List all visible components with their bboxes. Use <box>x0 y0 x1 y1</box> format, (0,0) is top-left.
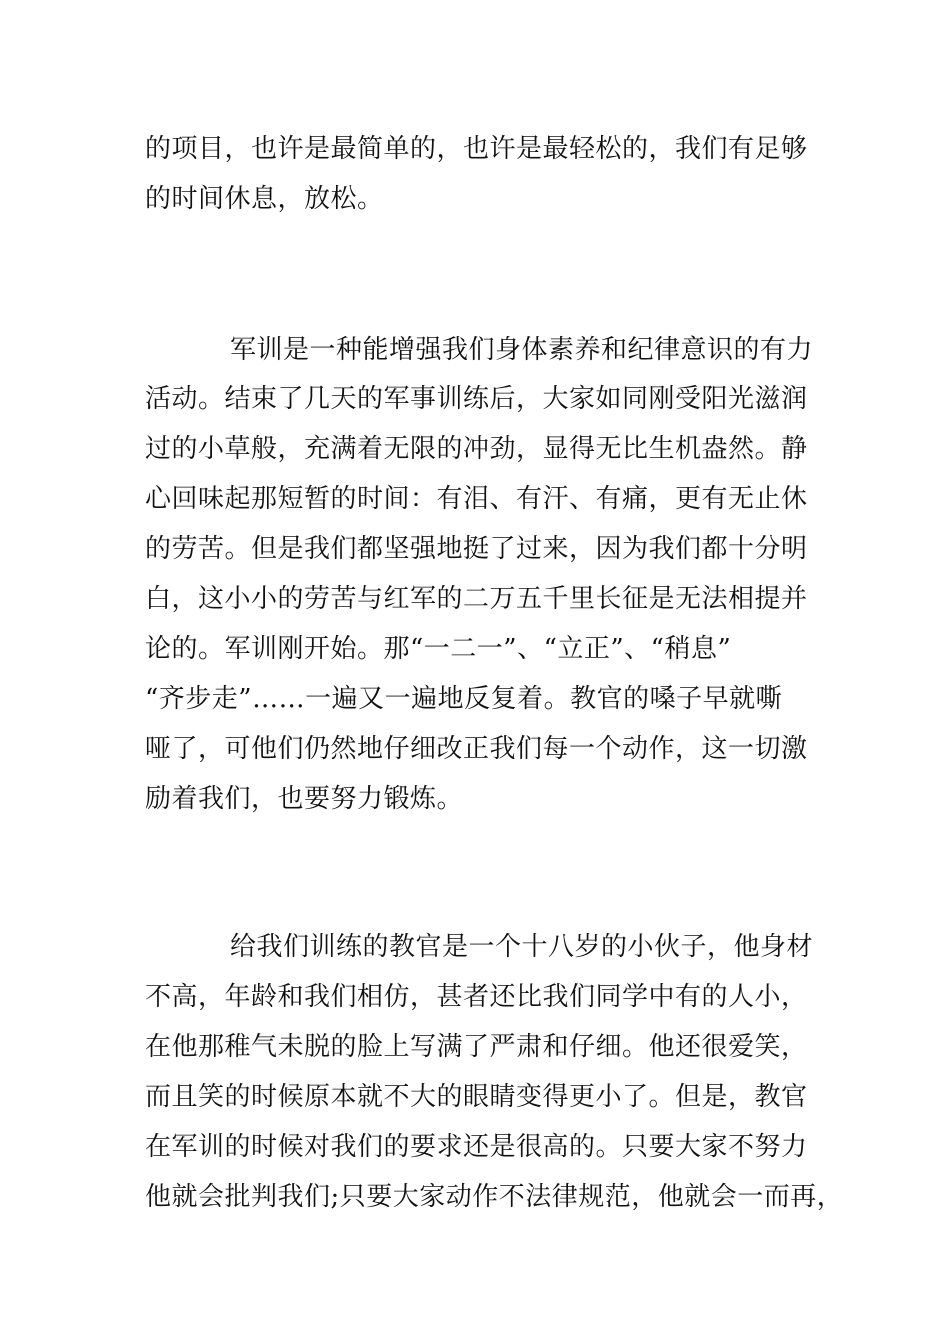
text-line: 过的小草般，充满着无限的冲劲，显得无比生机盎然。静 <box>145 434 808 464</box>
text-line: 给我们训练的教官是一个十八岁的小伙子，他身材 <box>230 932 814 962</box>
text-line: 心回味起那短暂的时间：有泪、有汗、有痛，更有无止休 <box>145 484 808 514</box>
text-line: 哑了，可他们仍然地仔细改正我们每一个动作，这一切激 <box>145 734 808 764</box>
text-line: 而且笑的时候原本就不大的眼睛变得更小了。但是，教官 <box>145 1082 808 1112</box>
text-line: 军训是一种能增强我们身体素养和纪律意识的有力 <box>230 335 814 365</box>
text-line: 的劳苦。但是我们都坚强地挺了过来，因为我们都十分明 <box>145 534 808 564</box>
text-line: 不高，年龄和我们相仿，甚者还比我们同学中有的人小， <box>145 982 808 1012</box>
text-line: 在他那稚气未脱的脸上写满了严肃和仔细。他还很爱笑， <box>145 1032 808 1062</box>
text-line: 的项目，也许是最简单的，也许是最轻松的，我们有足够 <box>145 134 808 164</box>
text-line: 他就会批判我们;只要大家动作不法律规范，他就会一而再， <box>145 1182 844 1212</box>
text-line: “齐步走”……一遍又一遍地反复着。教官的嗓子早就嘶 <box>145 684 783 714</box>
text-line: 论的。军训刚开始。那“一二一”、“立正”、“稍息” <box>145 634 732 664</box>
text-line: 的时间休息，放松。 <box>145 184 384 214</box>
text-line: 白，这小小的劳苦与红军的二万五千里长征是无法相提并 <box>145 584 808 614</box>
text-line: 在军训的时候对我们的要求还是很高的。只要大家不努力 <box>145 1132 808 1162</box>
text-line: 活动。结束了几天的军事训练后，大家如同刚受阳光滋润 <box>145 384 808 414</box>
text-line: 励着我们，也要努力锻炼。 <box>145 784 464 814</box>
